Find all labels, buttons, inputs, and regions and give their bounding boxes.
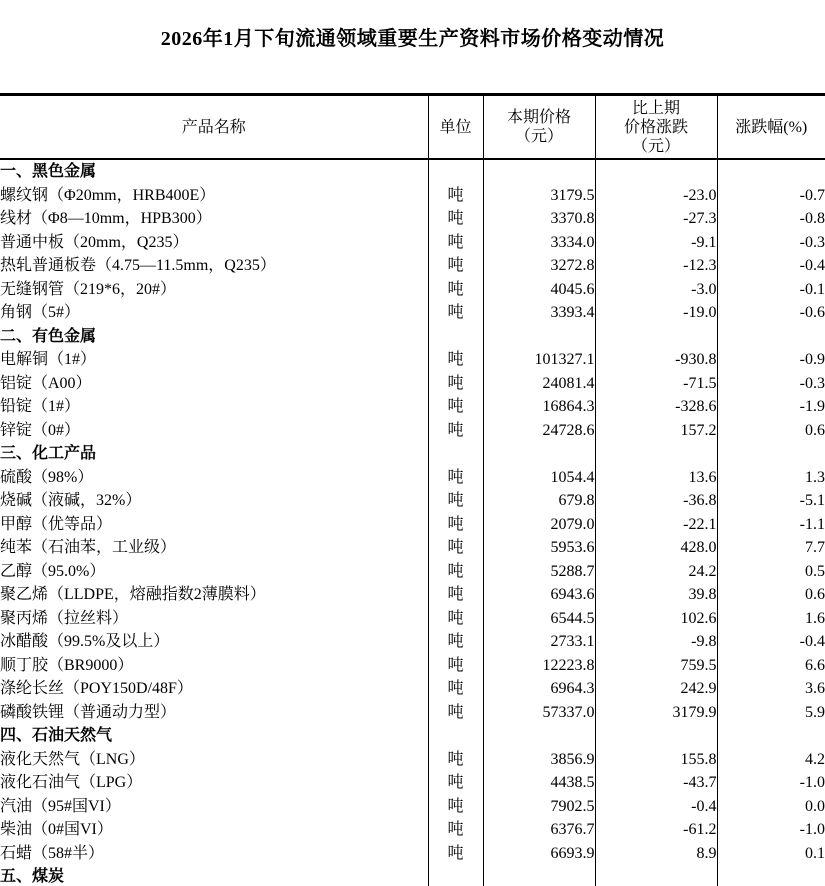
product-cell: 纯苯（石油苯，工业级） [0, 536, 428, 560]
change-cell: -43.7 [595, 771, 717, 795]
empty-cell [717, 159, 825, 184]
product-cell: 热轧普通板卷（4.75—11.5mm，Q235） [0, 254, 428, 278]
pct-cell: 0.6 [805, 586, 825, 603]
change-cell: 157.2 [595, 419, 717, 443]
unit-cell: 吨 [428, 677, 483, 701]
product-cell: 烧碱（液碱，32%） [0, 489, 428, 513]
product-cell: 汽油（95#国VI） [0, 795, 428, 819]
col-header-unit [428, 95, 483, 160]
change-cell: -23.0 [595, 184, 717, 208]
product-row [0, 278, 825, 302]
change-cell: 759.5 [595, 654, 717, 678]
product-row [0, 818, 825, 842]
product-row [0, 254, 825, 278]
product-cell: 硫酸（98%） [0, 466, 428, 490]
price-cell: 24081.4 [483, 372, 595, 396]
change-cell: 24.2 [595, 560, 717, 584]
empty-cell [428, 325, 483, 349]
product-cell: 螺纹钢（Φ20mm，HRB400E） [0, 184, 428, 208]
price-cell: 6943.6 [483, 583, 595, 607]
product-row [0, 301, 825, 325]
col-header-product [0, 95, 428, 160]
price-cell: 6376.7 [483, 818, 595, 842]
product-row [0, 795, 825, 819]
product-row [0, 771, 825, 795]
pct-cell: 6.6 [805, 656, 825, 674]
unit-cell: 吨 [428, 184, 483, 208]
col-header-change-line2: 价格涨跌 [623, 118, 688, 136]
col-header-price [483, 95, 595, 160]
pct-cell: -1.9 [799, 398, 825, 415]
product-row [0, 207, 825, 231]
unit-cell: 吨 [428, 607, 483, 631]
price-cell: 5288.7 [483, 560, 595, 584]
section-row [0, 865, 825, 886]
product-cell: 乙醇（95.0%） [0, 560, 428, 584]
change-cell: 155.8 [595, 748, 717, 772]
pct-cell: -0.4 [799, 633, 825, 650]
unit-cell: 吨 [428, 536, 483, 560]
empty-cell [595, 325, 717, 349]
price-cell: 4045.6 [483, 278, 595, 302]
unit-cell: 吨 [428, 372, 483, 396]
price-cell: 24728.6 [483, 419, 595, 443]
price-cell: 6693.9 [483, 842, 595, 866]
section-row [0, 724, 825, 748]
price-cell: 16864.3 [483, 395, 595, 419]
change-cell: 39.8 [595, 583, 717, 607]
product-row [0, 701, 825, 725]
product-cell: 顺丁胶（BR9000） [0, 654, 428, 678]
product-cell: 无缝钢管（219*6，20#） [0, 278, 428, 302]
price-cell: 3272.8 [483, 254, 595, 278]
col-header-unit-label: 单位 [439, 118, 472, 136]
col-header-pct [717, 95, 825, 160]
pct-cell: 5.9 [805, 703, 825, 721]
change-cell: 428.0 [595, 536, 717, 560]
change-cell: 8.9 [595, 842, 717, 866]
product-row [0, 466, 825, 490]
empty-cell [717, 865, 825, 886]
product-row [0, 842, 825, 866]
product-cell: 液化天然气（LNG） [0, 748, 428, 772]
empty-cell [483, 724, 595, 748]
section-name: 一、黑色金属 [0, 159, 428, 184]
unit-cell: 吨 [428, 513, 483, 537]
empty-cell [595, 865, 717, 886]
change-cell: -71.5 [595, 372, 717, 396]
product-row [0, 654, 825, 678]
empty-cell [483, 325, 595, 349]
empty-cell [717, 442, 825, 466]
pct-cell: -5.1 [799, 492, 825, 509]
pct-cell: 1.3 [805, 468, 825, 486]
page-title: 2026年1月下旬流通领域重要生产资料市场价格变动情况 [160, 28, 665, 50]
product-cell: 涤纶长丝（POY150D/48F） [0, 677, 428, 701]
product-row [0, 231, 825, 255]
product-row [0, 372, 825, 396]
unit-cell: 吨 [428, 419, 483, 443]
pct-cell: -0.1 [799, 280, 825, 298]
product-cell: 聚丙烯（拉丝料） [0, 607, 428, 631]
unit-cell: 吨 [428, 560, 483, 584]
pct-cell: 1.6 [805, 609, 825, 627]
pct-cell: 0.1 [805, 844, 825, 862]
section-row [0, 159, 825, 184]
product-cell: 角钢（5#） [0, 301, 428, 325]
pct-cell: -1.0 [799, 821, 825, 838]
unit-cell: 吨 [428, 701, 483, 725]
unit-cell: 吨 [428, 842, 483, 866]
col-header-change-line1: 比上期 [631, 99, 680, 117]
change-cell: 13.6 [595, 466, 717, 490]
product-row [0, 348, 825, 372]
pct-cell: 0.0 [805, 797, 825, 815]
price-cell: 5953.6 [483, 536, 595, 560]
product-cell: 铅锭（1#） [0, 395, 428, 419]
product-cell: 线材（Φ8—10mm，HPB300） [0, 207, 428, 231]
change-cell: -27.3 [595, 207, 717, 231]
price-cell: 3334.0 [483, 231, 595, 255]
pct-cell: 7.7 [805, 539, 825, 556]
price-cell: 12223.8 [483, 654, 595, 678]
section-row [0, 325, 825, 349]
unit-cell: 吨 [428, 395, 483, 419]
product-cell: 柴油（0#国VI） [0, 818, 428, 842]
unit-cell: 吨 [428, 301, 483, 325]
change-cell: -22.1 [595, 513, 717, 537]
change-cell: -0.4 [595, 795, 717, 819]
unit-cell: 吨 [428, 466, 483, 490]
unit-cell: 吨 [428, 348, 483, 372]
unit-cell: 吨 [428, 654, 483, 678]
price-cell: 679.8 [483, 489, 595, 513]
price-cell: 4438.5 [483, 771, 595, 795]
price-cell: 3393.4 [483, 301, 595, 325]
change-cell: 3179.9 [595, 701, 717, 725]
header-row [0, 95, 825, 160]
product-cell: 锌锭（0#） [0, 419, 428, 443]
price-cell: 6964.3 [483, 677, 595, 701]
change-cell: -12.3 [595, 254, 717, 278]
empty-cell [428, 865, 483, 886]
change-cell: -9.1 [595, 231, 717, 255]
product-row [0, 395, 825, 419]
unit-cell: 吨 [428, 818, 483, 842]
unit-cell: 吨 [428, 748, 483, 772]
col-header-price-line2: （元） [514, 128, 563, 145]
section-name: 四、石油天然气 [0, 724, 428, 748]
empty-cell [595, 724, 717, 748]
product-row [0, 748, 825, 772]
price-cell: 3179.5 [483, 184, 595, 208]
change-cell: -9.8 [595, 630, 717, 654]
pct-cell: -0.6 [799, 304, 825, 321]
empty-cell [717, 325, 825, 349]
product-cell: 甲醇（优等品） [0, 513, 428, 537]
empty-cell [483, 159, 595, 184]
pct-cell: -1.1 [799, 515, 825, 533]
price-table [0, 93, 825, 886]
pct-cell: 0.6 [805, 421, 825, 439]
pct-cell: -0.7 [799, 186, 825, 204]
pct-cell: 4.2 [805, 750, 825, 768]
product-row [0, 419, 825, 443]
empty-cell [483, 865, 595, 886]
price-cell: 6544.5 [483, 607, 595, 631]
col-header-price-line1: 本期价格 [506, 109, 571, 126]
unit-cell: 吨 [428, 278, 483, 302]
col-header-change [595, 95, 717, 160]
section-name: 二、有色金属 [0, 325, 428, 349]
empty-cell [595, 159, 717, 184]
product-row [0, 583, 825, 607]
unit-cell: 吨 [428, 207, 483, 231]
product-row [0, 184, 825, 208]
product-cell: 石蜡（58#半） [0, 842, 428, 866]
col-header-change-line3: （元） [631, 137, 680, 155]
product-row [0, 607, 825, 631]
pct-cell: -1.0 [799, 774, 825, 791]
pct-cell: -0.8 [799, 210, 825, 227]
empty-cell [428, 159, 483, 184]
pct-cell: -0.3 [799, 233, 825, 251]
empty-cell [483, 442, 595, 466]
change-cell: -328.6 [595, 395, 717, 419]
unit-cell: 吨 [428, 771, 483, 795]
product-cell: 冰醋酸（99.5%及以上） [0, 630, 428, 654]
unit-cell: 吨 [428, 254, 483, 278]
unit-cell: 吨 [428, 795, 483, 819]
section-row [0, 442, 825, 466]
table-body [0, 159, 825, 886]
pct-cell: -0.4 [799, 257, 825, 274]
change-cell: -36.8 [595, 489, 717, 513]
product-row [0, 677, 825, 701]
empty-cell [595, 442, 717, 466]
change-cell: 102.6 [595, 607, 717, 631]
change-cell: -930.8 [595, 348, 717, 372]
price-cell: 2079.0 [483, 513, 595, 537]
unit-cell: 吨 [428, 630, 483, 654]
pct-cell: 3.6 [805, 680, 825, 697]
empty-cell [717, 724, 825, 748]
product-row [0, 536, 825, 560]
unit-cell: 吨 [428, 231, 483, 255]
product-cell: 普通中板（20mm，Q235） [0, 231, 428, 255]
price-cell: 3856.9 [483, 748, 595, 772]
product-row [0, 560, 825, 584]
pct-cell: 0.5 [805, 562, 825, 580]
change-cell: -19.0 [595, 301, 717, 325]
product-cell: 铝锭（A00） [0, 372, 428, 396]
product-cell: 电解铜（1#） [0, 348, 428, 372]
price-cell: 2733.1 [483, 630, 595, 654]
change-cell: 242.9 [595, 677, 717, 701]
col-header-pct-label: 涨跌幅(%) [735, 118, 808, 136]
pct-cell: -0.3 [799, 374, 825, 392]
product-row [0, 513, 825, 537]
col-header-product-label: 产品名称 [181, 118, 246, 136]
empty-cell [428, 442, 483, 466]
pct-cell: -0.9 [799, 351, 825, 368]
unit-cell: 吨 [428, 583, 483, 607]
price-cell: 7902.5 [483, 795, 595, 819]
change-cell: -3.0 [595, 278, 717, 302]
price-cell: 1054.4 [483, 466, 595, 490]
price-cell: 3370.8 [483, 207, 595, 231]
change-cell: -61.2 [595, 818, 717, 842]
section-name: 五、煤炭 [0, 865, 428, 886]
product-cell: 磷酸铁锂（普通动力型） [0, 701, 428, 725]
price-cell: 57337.0 [483, 701, 595, 725]
product-row [0, 630, 825, 654]
section-name: 三、化工产品 [0, 442, 428, 466]
empty-cell [428, 724, 483, 748]
price-cell: 101327.1 [483, 348, 595, 372]
product-cell: 液化石油气（LPG） [0, 771, 428, 795]
unit-cell: 吨 [428, 489, 483, 513]
product-row [0, 489, 825, 513]
product-cell: 聚乙烯（LLDPE，熔融指数2薄膜料） [0, 583, 428, 607]
